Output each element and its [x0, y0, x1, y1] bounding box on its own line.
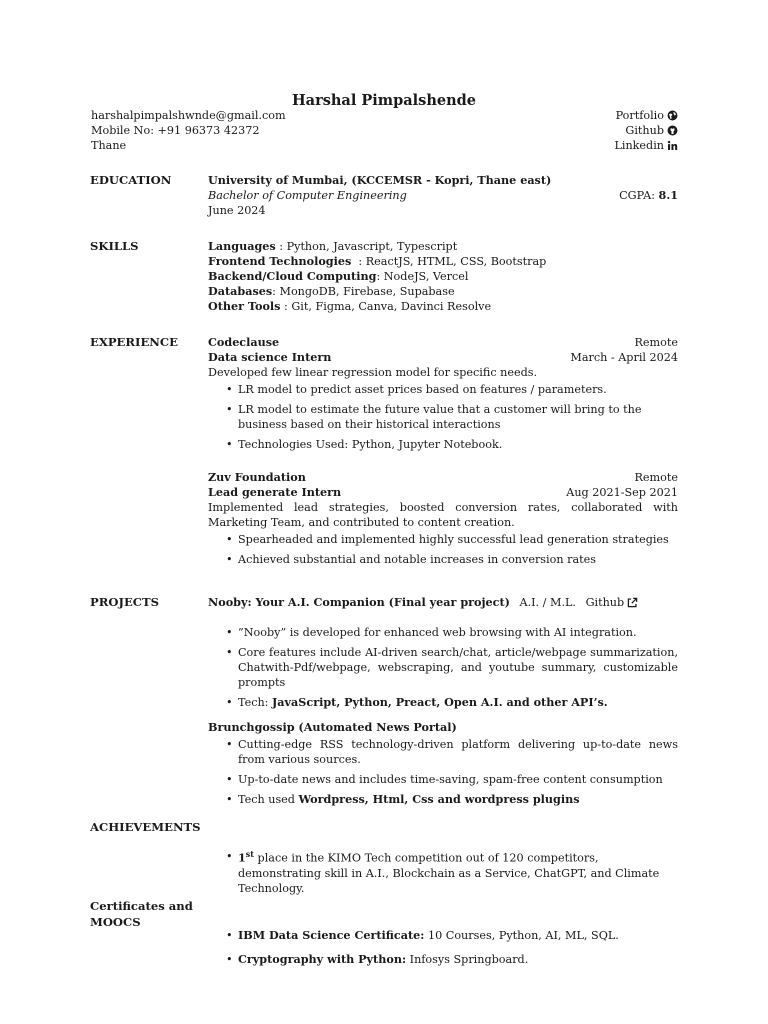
job-entry	[208, 470, 678, 567]
project-bullets	[208, 625, 678, 710]
certificate-detail: Infosys Springboard.	[406, 953, 529, 966]
degree-row	[208, 188, 678, 203]
skill-row	[208, 299, 678, 314]
portfolio-link[interactable]	[614, 108, 678, 123]
company-name: Codeclause	[208, 335, 280, 349]
list-item	[238, 928, 678, 943]
contact-left	[91, 108, 286, 153]
list-item: • Cutting-edge RSS technology-driven platform delivering up-to-date news from various sources.	[238, 737, 678, 767]
projects-heading: PROJECTS	[90, 595, 160, 609]
job-entry	[208, 335, 678, 452]
job-role: Lead generate Intern	[208, 485, 342, 499]
globe-icon	[667, 110, 678, 121]
linkedin-icon	[667, 140, 678, 151]
list-item: • Technologies Used: Python, Jupyter Notebook.	[238, 437, 678, 452]
achievement-rank-suffix: st	[245, 849, 254, 859]
certificate-detail: 10 Courses, Python, AI, ML, SQL.	[424, 929, 619, 942]
linkedin-label: Linkedin	[614, 139, 664, 152]
tech-prefix: Tech:	[238, 696, 273, 709]
certificates-heading-line1: Certificates and	[90, 899, 193, 913]
list-item: • Achieved substantial and notable increases in conversion rates	[238, 552, 678, 567]
certificates-body	[208, 926, 678, 972]
education-heading: EDUCATION	[90, 173, 172, 187]
skills-body	[208, 239, 678, 314]
job-role-row	[208, 350, 678, 365]
list-item	[238, 952, 678, 967]
cgpa-value: 8.1	[658, 188, 678, 202]
job-role: Data science Intern	[208, 350, 332, 364]
work-mode: Remote	[634, 471, 678, 484]
project-github-link[interactable]	[586, 595, 639, 610]
list-item	[238, 695, 678, 710]
work-mode: Remote	[634, 336, 678, 349]
tech-stack: JavaScript, Python, Preact, Open A.I. and other API’s.	[272, 695, 608, 709]
location: Thane	[91, 139, 127, 152]
list-item: • LR model to estimate the future value that a customer will bring to the business based on their historical interactions	[238, 402, 678, 432]
skill-sep: :	[280, 300, 292, 313]
project-name: Brunchgossip (Automated News Portal)	[208, 720, 457, 734]
certificate-name: IBM Data Science Certificate:	[238, 928, 425, 942]
tech-stack: Wordpress, Html, Css and wordpress plugins	[298, 792, 580, 806]
graduation-date: June 2024	[208, 204, 266, 217]
projects-body	[208, 595, 678, 812]
skill-label: Backend/Cloud Computing	[208, 269, 377, 283]
company-name: Zuv Foundation	[208, 470, 306, 484]
list-item: • Core features include AI-driven search/chat, article/webpage summarization, Chatwith-Pdf/webpage, webscraping, and youtube summary, customizable prompts	[238, 645, 678, 690]
education-body	[208, 173, 678, 218]
cgpa-label: CGPA:	[619, 189, 659, 202]
external-link-icon	[627, 597, 638, 608]
skills-heading: SKILLS	[90, 239, 139, 253]
achievement-rank: 1	[238, 850, 246, 865]
certificate-bullets	[208, 928, 678, 967]
cgpa	[619, 188, 678, 203]
list-item: • Spearheaded and implemented highly successful lead generation strategies	[238, 532, 678, 547]
certificate-name: Cryptography with Python:	[238, 952, 407, 966]
skill-sep: :	[376, 270, 384, 283]
achievement-bullets	[208, 849, 678, 896]
job-header-row	[208, 470, 678, 485]
skill-label: Databases	[208, 284, 273, 298]
job-bullets	[208, 532, 678, 567]
achievements-heading: ACHIEVEMENTS	[90, 820, 201, 834]
skill-label: Other Tools	[208, 299, 281, 313]
job-header-row	[208, 335, 678, 350]
certificates-heading	[90, 899, 200, 930]
skill-label: Frontend Technologies	[208, 254, 352, 268]
github-link[interactable]	[614, 123, 678, 138]
list-item: • LR model to predict asset prices based on features / parameters.	[238, 382, 678, 397]
project-bullets	[208, 737, 678, 807]
contact-right	[614, 108, 678, 153]
skill-row	[208, 239, 678, 254]
skill-row	[208, 284, 678, 299]
achievement-text: place in the KIMO Tech competition out of 120 competitors, demonstrating skill in A.I., Blockchain as a Service, ChatGPT, and Climate Technology.	[238, 851, 660, 895]
tech-prefix: Tech used	[238, 793, 299, 806]
github-label: Github	[625, 124, 664, 137]
certificates-heading-line2: MOOCS	[90, 914, 141, 929]
experience-heading: EXPERIENCE	[90, 335, 178, 349]
skill-sep: :	[351, 255, 366, 268]
job-summary: Implemented lead strategies, boosted conversion rates, collaborated with Marketing Team, and contributed to content creation.	[208, 501, 678, 529]
skill-sep: :	[275, 240, 287, 253]
skill-value: Git, Figma, Canva, Davinci Resolve	[291, 300, 492, 313]
degree: Bachelor of Computer Engineering	[208, 189, 407, 202]
list-item: • ”Nooby” is developed for enhanced web browsing with AI integration.	[238, 625, 678, 640]
linkedin-link[interactable]	[614, 138, 678, 153]
job-dates: Aug 2021-Sep 2021	[566, 486, 678, 499]
list-item	[238, 849, 678, 896]
skill-value: Python, Javascript, Typescript	[286, 240, 458, 253]
list-item: • Up-to-date news and includes time-saving, spam-free content consumption	[238, 772, 678, 787]
job-role-row	[208, 485, 678, 500]
list-item	[238, 792, 678, 807]
github-link-label: Github	[585, 596, 625, 609]
job-summary: Developed few linear regression model for specific needs.	[208, 366, 538, 379]
skill-row	[208, 254, 678, 269]
skill-value: MongoDB, Firebase, Supabase	[279, 285, 455, 298]
project-tag: A.I. / M.L.	[519, 596, 576, 609]
project-name: Nooby: Your A.I. Companion (Final year project)	[208, 595, 510, 609]
project-title-row	[208, 595, 678, 610]
job-dates: March - April 2024	[570, 351, 678, 364]
skill-label: Languages	[208, 239, 276, 253]
skill-value: ReactJS, HTML, CSS, Bootstrap	[365, 255, 547, 268]
skill-value: NodeJS, Vercel	[383, 270, 469, 283]
github-icon	[667, 125, 678, 136]
mobile-number: Mobile No: +91 96373 42372	[91, 124, 260, 137]
school-name: University of Mumbai, (KCCEMSR - Kopri, Thane east)	[208, 173, 552, 187]
experience-body	[208, 335, 678, 572]
achievements-body	[208, 847, 678, 901]
skill-sep: :	[272, 285, 280, 298]
job-bullets	[208, 382, 678, 452]
skill-row	[208, 269, 678, 284]
email-link[interactable]: harshalpimpalshwnde@gmail.com	[91, 109, 286, 122]
portfolio-label: Portfolio	[615, 109, 664, 122]
candidate-name: Harshal Pimpalshende	[291, 92, 477, 109]
